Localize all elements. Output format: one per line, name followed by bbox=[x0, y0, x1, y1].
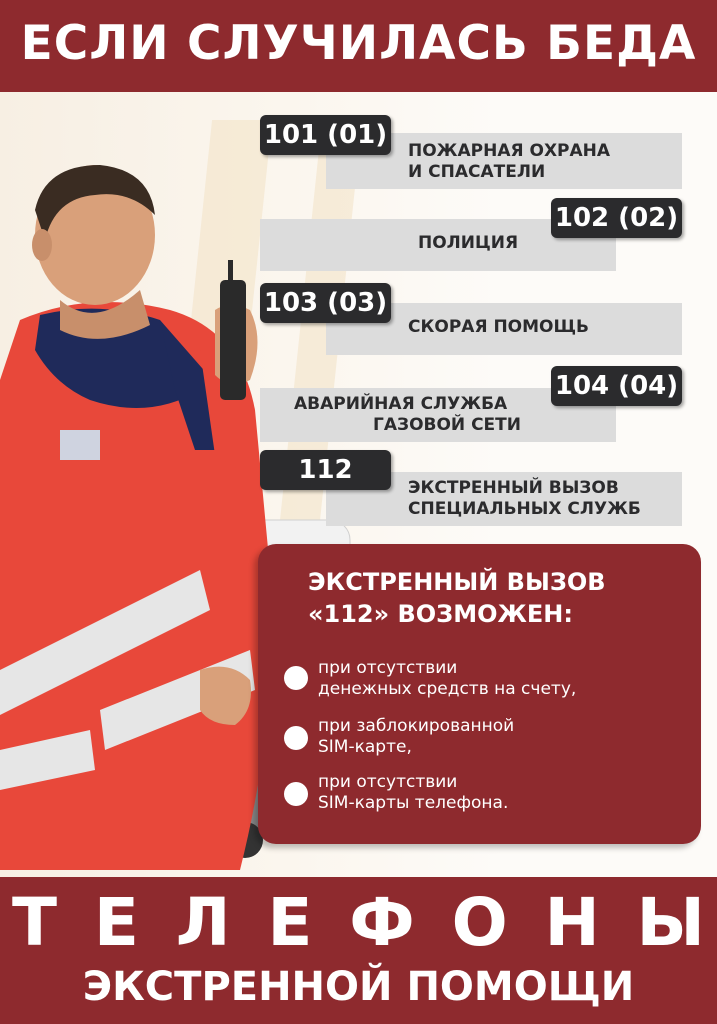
footer-title bbox=[12, 884, 705, 961]
service-label-line: ПОЖАРНАЯ ОХРАНА bbox=[408, 141, 611, 161]
number-badge-112: 112 bbox=[260, 450, 391, 490]
info-title bbox=[308, 566, 606, 630]
footer-letter: Ы bbox=[636, 884, 705, 961]
bullet-text: при заблокированной SIM-карте, bbox=[318, 716, 515, 757]
service-label-line: ПОЛИЦИЯ bbox=[418, 233, 519, 253]
number-badge-ambulance: 103 (03) bbox=[260, 283, 391, 323]
footer-letter: Е bbox=[267, 884, 313, 961]
footer-letter: Ф bbox=[349, 884, 415, 961]
info-box-112 bbox=[258, 544, 701, 844]
service-label-line: И СПАСАТЕЛИ bbox=[408, 162, 546, 182]
footer-letter: Н bbox=[544, 884, 600, 961]
footer-letter: Т bbox=[12, 884, 58, 961]
service-label-line: ЭКСТРЕННЫЙ ВЫЗОВ bbox=[408, 478, 619, 498]
bullet-icon bbox=[284, 782, 308, 806]
bullet-icon bbox=[284, 666, 308, 690]
service-label-line: СПЕЦИАЛЬНЫХ СЛУЖБ bbox=[408, 499, 641, 519]
number-badge-police: 102 (02) bbox=[551, 198, 682, 238]
bullet-text: при отсутствии SIM-карты телефона. bbox=[318, 772, 509, 813]
service-label-line: АВАРИЙНАЯ СЛУЖБА bbox=[294, 394, 508, 414]
footer-letter: Л bbox=[175, 884, 231, 961]
header-banner bbox=[0, 0, 717, 92]
footer-letter: Е bbox=[93, 884, 139, 961]
footer-banner bbox=[0, 877, 717, 1024]
page-title: ЕСЛИ СЛУЧИЛАСЬ БЕДА bbox=[20, 16, 697, 71]
footer-subtitle: ЭКСТРЕННОЙ ПОМОЩИ bbox=[82, 964, 635, 1010]
info-title-line: ЭКСТРЕННЫЙ ВЫЗОВ bbox=[308, 568, 606, 596]
number-badge-gas: 104 (04) bbox=[551, 366, 682, 406]
service-label-line: ГАЗОВОЙ СЕТИ bbox=[373, 415, 521, 435]
footer-letter: О bbox=[451, 884, 508, 961]
bullet-text: при отсутствии денежных средств на счету, bbox=[318, 658, 577, 699]
bullet-icon bbox=[284, 726, 308, 750]
service-label-line: СКОРАЯ ПОМОЩЬ bbox=[408, 317, 589, 337]
number-badge-fire: 101 (01) bbox=[260, 115, 391, 155]
info-title-line: «112» ВОЗМОЖЕН: bbox=[308, 600, 573, 628]
